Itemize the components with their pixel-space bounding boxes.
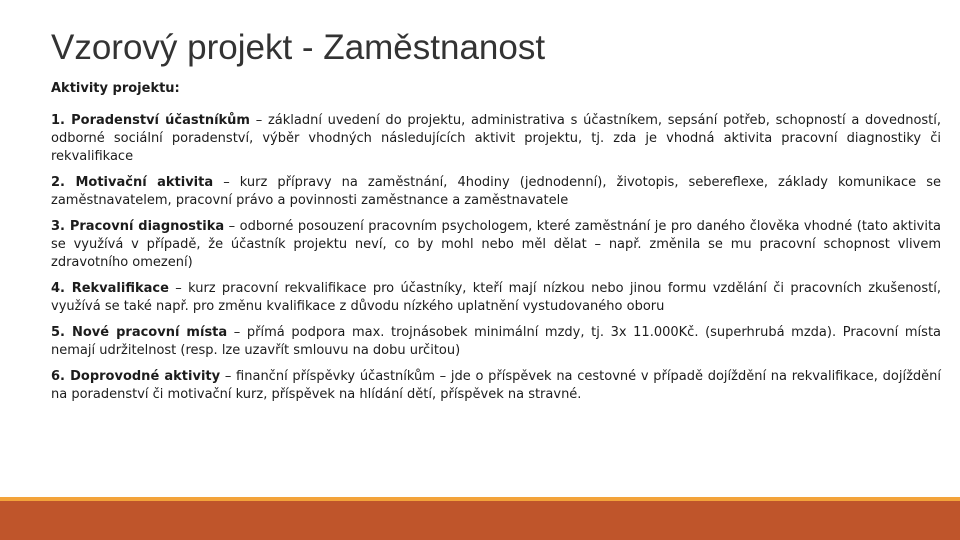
activity-text: – kurz přípravy na zaměstnání, 4hodiny (jednodenní), životopis, sebereflexe, základy komunikace se zaměstnavatelem, pracovní právo a povinnosti zaměstnance a zaměstnavatele [51,175,941,208]
activity-label: 5. Nové pracovní místa [51,325,228,340]
footer-accent-bar [0,501,960,540]
activity-item-5 [51,324,941,360]
activities-heading: Aktivity projektu: [51,81,180,96]
activity-item-4 [51,280,941,316]
slide-title: Vzorový projekt - Zaměstnanost [51,28,546,67]
activity-text: – základní uvedení do projektu, administrativa s účastníkem, sepsání potřeb, schopností a dovedností, odborné sociální poradenství, výběr vhodných následujících aktivit projektu, tj. zda je vhodná aktivita pracovní diagnostiky či rekvalifikace [51,113,942,164]
activity-text: – odborné posouzení pracovním psychologem, které zaměstnání je pro daného člověka vhodné (tato aktivita se využívá v případě, že účastník projektu neví, co by mohl nebo měl dělat – např. změnila se mu pracovní schopnost vlivem zdravotního omezení) [51,219,942,270]
activity-label: 3. Pracovní diagnostika [51,219,225,234]
activity-item-1 [51,112,941,166]
activity-item-2 [51,174,941,210]
activity-label: 6. Doprovodné aktivity [51,369,221,384]
activity-label: 4. Rekvalifikace [51,281,169,296]
activity-label: 2. Motivační aktivita [51,175,214,190]
slide-content [51,80,941,412]
activity-text: – přímá podpora max. trojnásobek minimální mzdy, tj. 3x 11.000Kč. (superhrubá mzda). Pracovní místa nemají udržitelnost (resp. lze uzavřít smlouvu na dobu určitou) [51,325,942,358]
activity-text: – kurz pracovní rekvalifikace pro účastníky, kteří mají nízkou nebo jinou formu vzdělání či pracovních zkušeností, využívá se také např. pro změnu kvalifikace z důvodu nízkého uplatnění vystudovaného oboru [51,281,942,314]
activity-text: – finanční příspěvky účastníkům – jde o příspěvek na cestovné v případě dojíždění na rekvalifikace, dojíždění na poradenství či motivační kurz, příspěvek na hlídání dětí, příspěvek na stravné. [51,369,941,402]
activity-label: 1. Poradenství účastníkům [51,113,250,128]
activity-item-6 [51,368,941,404]
activity-item-3 [51,218,941,272]
